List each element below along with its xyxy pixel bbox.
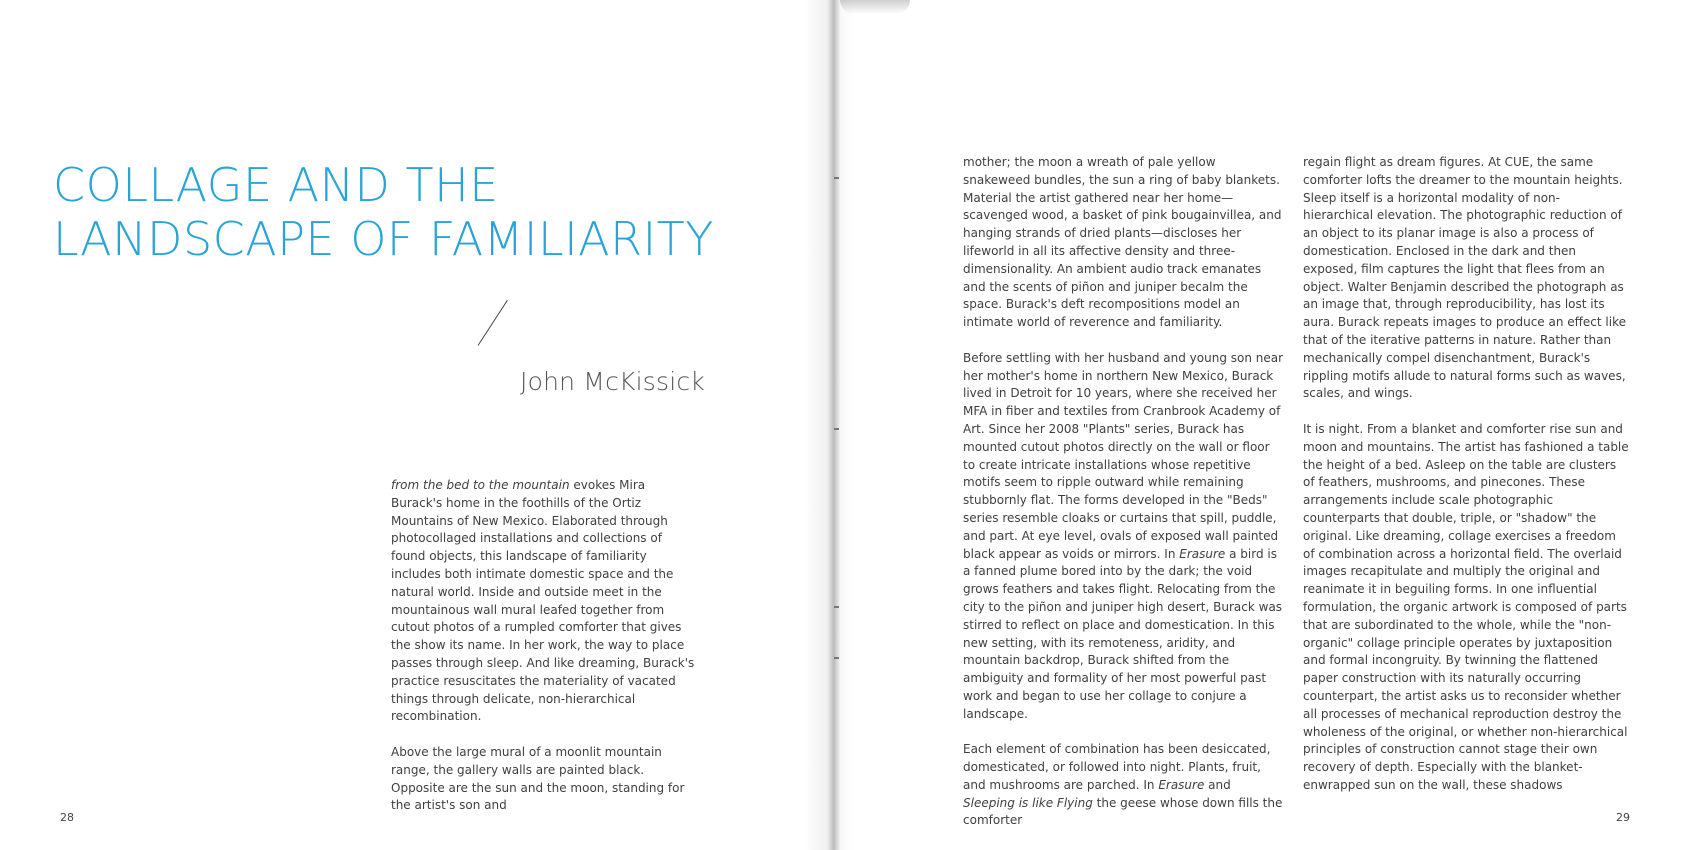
- paragraph-text: Before settling with her husband and young son near her mother's home in northern New Mexico, Burack lived in Detroit for 10 years, where she received her MFA in fiber and textiles from Cranbrook Academy of Art. Since her 2008 "Plants" series, Burack has mounted cutout photos directly on the wall or floor to create intricate installations whose repetitive motifs seem to ripple outward while remaining stubbornly flat. The forms developed in the "Beds" series resemble cloaks or curtains that spill, puddle, and part. At eye level, ovals of exposed wall painted black appear as voids or mirrors. In: [963, 350, 1284, 561]
- title-line-1: COLLAGE AND THE: [53, 158, 499, 212]
- paragraph: mother; the moon a wreath of pale yellow snakeweed bundles, the sun a ring of baby blankets. Material the artist gathered near her home—scavenged wood, a basket of pink bougainvillea, and hanging strands of dried plants—discloses her lifeworld in all its affective density and three-dimensionality. An ambient audio track emanates and the scents of piñon and juniper becalm the space. Burack's deft recompositions model an intimate world of reverence and familiarity.: [963, 155, 1282, 330]
- page-number-right: 29: [1616, 811, 1630, 824]
- paragraph-text: a bird is a fanned plume bored into by the dark; the void grows feathers and takes flight. Relocating from the city to the piñon and juniper high desert, Burack was stirred to reflect on place and domestication. In this new setting, with its remoteness, aridity, and mountain backdrop, Burack shifted from the ambiguity and formality of her most powerful past work and began to use her collage to conjure a landscape.: [963, 546, 1283, 721]
- title-line-2: LANDSCAPE OF FAMILIARITY: [53, 212, 714, 266]
- binding-mark: [834, 428, 839, 430]
- paragraph: Above the large mural of a moonlit mountain range, the gallery walls are painted black. Opposite are the sun and the moon, standing for the artist's son and: [391, 744, 685, 813]
- paragraph: [963, 741, 1285, 830]
- paragraph: regain flight as dream figures. At CUE, the same comforter lofts the dreamer to the mountain heights. Sleep itself is a horizontal modality of non-hierarchical elevation. The photographic reduction of an object to its planar image is also a process of domestication. Enclosed in the dark and then exposed, film captures the light that flees from an object. Walter Benjamin described the photograph as an image that, through reproducibility, has lost its aura. Burack repeats images to produce an effect like that of the iterative patterns in nature. Rather than mechanically compel disenchantment, Burack's rippling motifs allude to natural forms such as waves, scales, and wings.: [1303, 155, 1626, 401]
- paragraph-text: Each element of combination has been desiccated, domesticated, or followed into night. Plants, fruit, and mushrooms are parched. In: [963, 742, 1271, 792]
- essay-title: [53, 158, 714, 266]
- artwork-title: Erasure: [1179, 546, 1226, 561]
- left-page: [0, 0, 838, 850]
- left-page-column: [391, 477, 699, 815]
- artwork-title: from the bed to the mountain: [391, 478, 570, 492]
- right-page-column-2: [1303, 154, 1629, 795]
- binding-gutter: [806, 0, 854, 850]
- paragraph-text: evokes Mira Burack's home in the foothills of the Ortiz Mountains of New Mexico. Elaborated through photocollaged installations and collections of found objects, this landscape of familiarity includes both intimate domestic space and the natural world. Inside and outside meet in the mountainous wall mural leafed together from cutout photos of a rumpled comforter that gives the show its name. In her work, the way to place passes through sleep. And like dreaming, Burack's practice resuscitates the materiality of vacated things through delicate, non-hierarchical recombination.: [391, 478, 695, 724]
- paragraph: [963, 350, 1285, 724]
- binding-mark: [834, 177, 839, 179]
- binding-shadow: [840, 0, 910, 14]
- page-number-left: 28: [60, 811, 74, 824]
- artwork-title: Erasure: [1158, 777, 1205, 792]
- paragraph-text: the geese whose down fills the comforter: [963, 795, 1283, 828]
- binding-mark: [834, 657, 839, 659]
- binding-mark: [834, 606, 839, 608]
- author-name: John McKissick: [520, 367, 705, 396]
- paragraph-text: and: [1204, 777, 1231, 792]
- paragraph: It is night. From a blanket and comforter rise sun and moon and mountains. The artist has fashioned a table the height of a bed. Asleep on the table are clusters of feathers, mushrooms, and pinecones. These arrangements include scale photographic counterparts that double, triple, or "shadow" the original. Like dreaming, collage exercises a freedom of combination across a horizontal field. The overlaid images recapitulate and multiply the original and reanimate it in beguiling forms. In one influential formulation, the organic artwork is composed of parts that are subordinated to the whole, while the "non-organic" collage principle operates by juxtaposition and formal incongruity. By twinning the flattened paper construction with its naturally occurring counterpart, the artist asks us to reconsider whether all processes of mechanical reproduction destroy the wholeness of the original, or whether non-hierarchical principles of construction cannot stage their own recovery of depth. Especially with the blanket-enwrapped sun on the wall, these shadows: [1303, 421, 1629, 792]
- artwork-title: Sleeping is like Flying: [963, 795, 1093, 810]
- byline-slash-divider: [478, 300, 508, 346]
- right-page-column-1: [963, 154, 1285, 830]
- paragraph: [391, 477, 699, 726]
